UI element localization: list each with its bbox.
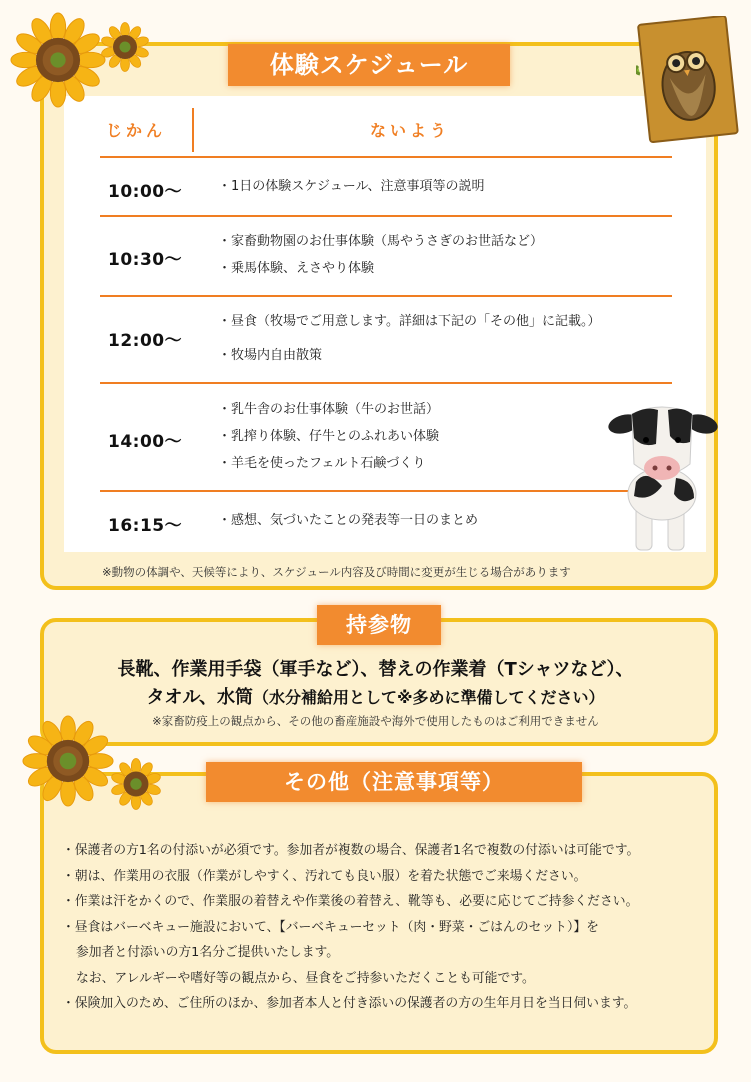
sunflower-icon — [22, 715, 114, 807]
content-line: ・家畜動物園のお仕事体験（馬やうさぎのお世話など） — [218, 234, 544, 249]
owl-icon — [636, 16, 740, 144]
sunflower-icon — [110, 758, 162, 810]
time-cell: 10:00〜 — [108, 182, 183, 202]
items-note: ※家畜防疫上の観点から、その他の畜産施設や海外で使用したものはご利用できません — [152, 714, 599, 728]
content-cell — [218, 228, 543, 282]
content-line: ・1日の体験スケジュール、注意事項等の説明 — [218, 179, 485, 194]
content-line: ・乳搾り体験、仔牛とのふれあい体験 — [218, 429, 440, 444]
time-cell: 16:15〜 — [108, 516, 183, 536]
column-divider — [192, 108, 194, 152]
sunflower-icon — [100, 22, 150, 72]
row-divider — [100, 490, 672, 492]
cow-icon — [606, 398, 718, 554]
content-line: ・乳牛舎のお仕事体験（牛のお世話） — [218, 402, 440, 417]
content-line: ・牧場内自由散策 — [218, 348, 323, 363]
content-line: ・羊毛を使ったフェルト石鹸づくり — [218, 456, 426, 471]
content-cell — [218, 507, 478, 534]
list-item: ・朝は、作業用の衣服（作業がしやすく、汚れても良い服）を着た状態でご来場ください。 — [62, 868, 587, 884]
items-line-2a: タオル、水筒 — [146, 687, 253, 708]
schedule-title: 体験スケジュール — [228, 44, 510, 86]
time-cell: 14:00〜 — [108, 432, 183, 452]
list-item: ・保護者の方1名の付添いが必須です。参加者が複数の場合、保護者1名で複数の付添いは可能です。 — [62, 843, 640, 858]
content-line: ・昼食（牧場でご用意します。詳細は下記の「その他」に記載。） — [218, 314, 601, 329]
content-line: ・感想、気づいたことの発表等一日のまとめ — [218, 513, 479, 528]
content-line: ・乗馬体験、えさやり体験 — [218, 261, 375, 276]
list-item: ・昼食はバーベキュー施設において、【バーベキューセット（肉・野菜・ごはんのセット）】を — [62, 919, 599, 935]
time-cell: 12:00〜 — [108, 331, 183, 351]
row-divider — [100, 295, 672, 297]
items-title: 持参物 — [317, 605, 441, 645]
list-item: なお、アレルギーや嗜好等の観点から、昼食をご持参いただくことも可能です。 — [76, 970, 535, 986]
list-item: ・保険加入のため、ご住所のほか、参加者本人と付き添いの保護者の方の生年月日を当日伺います。 — [62, 996, 637, 1011]
content-cell — [218, 305, 600, 373]
row-divider — [100, 215, 672, 217]
content-cell — [218, 396, 439, 477]
row-divider — [100, 156, 672, 158]
row-divider — [100, 382, 672, 384]
items-line-1: 長靴、作業用手袋（軍手など）、替えの作業着（Tシャツなど）、 — [117, 659, 634, 680]
time-cell: 10:30〜 — [108, 250, 183, 270]
col-header-content: ないよう — [370, 121, 451, 140]
list-item: ・作業は汗をかくので、作業服の着替えや作業後の着替え、靴等も、必要に応じてご持参ください。 — [62, 894, 639, 909]
items-line-2b: （水分補給用として※多めに準備してください） — [253, 688, 605, 707]
schedule-note: ※動物の体調や、天候等により、スケジュール内容及び時間に変更が生じる場合があります — [102, 565, 571, 579]
list-item: 参加者と付添いの方1名分ご提供いたします。 — [76, 945, 340, 960]
other-list — [62, 838, 639, 1017]
content-cell — [218, 173, 484, 200]
col-header-time: じかん — [106, 121, 167, 140]
items-line-2 — [0, 683, 751, 709]
sunflower-icon — [10, 12, 106, 108]
other-title: その他（注意事項等） — [206, 762, 582, 802]
